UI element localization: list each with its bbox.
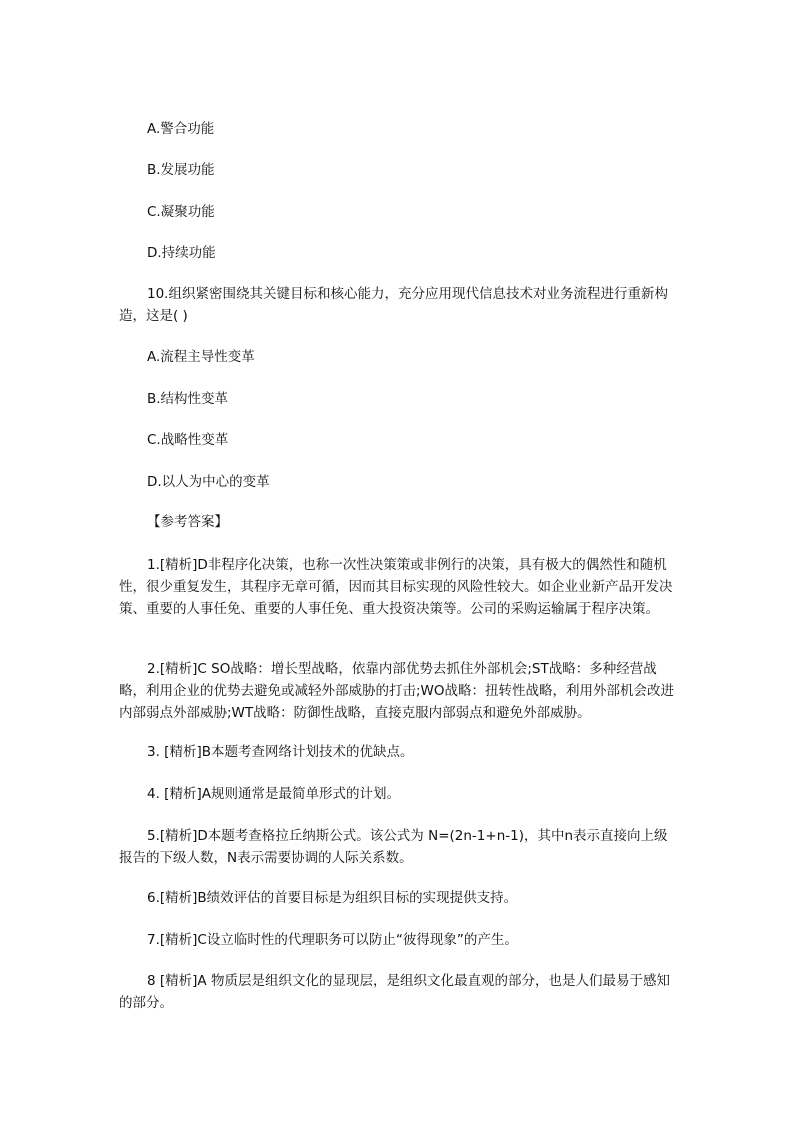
answer-5: 5.[精析]D本题考查格拉丘纳斯公式。该公式为 N=(2n-1+n-1)，其中n表示直接向上级报告的下级人数，N表示需要协调的人际关系数。 [119, 828, 668, 866]
option-q9-d: D.持续功能 [147, 245, 216, 261]
answer-2: 2.[精析]C SO战略：增长型战略，依靠内部优势去抓住外部机会;ST战略：多种经营战略，利用企业的优势去避免或减轻外部威胁的打击;WO战略：扭转性战略，利用外部机会改进内部弱点外部威胁;WT战略：防御性战略，直接克服内部弱点和避免外部威胁。 [119, 661, 675, 721]
answers-heading: 【参考答案】 [147, 514, 228, 530]
option-q9-a: A.警合功能 [147, 121, 215, 137]
option-q10-c: C.战略性变革 [147, 432, 229, 448]
option-q10-b: B.结构性变革 [147, 391, 229, 407]
option-q9-c: C.凝聚功能 [147, 204, 215, 220]
answer-7: 7.[精析]C设立临时性的代理职务可以防止“彼得现象”的产生。 [147, 932, 518, 948]
answer-1: 1.[精析]D非程序化决策，也称一次性决策策或非例行的决策，具有极大的偶然性和随机性，很少重复发生，其程序无章可循，因而其目标实现的风险性较大。如企业业新产品开发决策、重要的人事任免、重要的人事任免、重大投资决策等。公司的采购运输属于程序决策。 [119, 557, 673, 617]
option-q10-d: D.以人为中心的变革 [147, 474, 270, 490]
answer-4: 4. [精析]A规则通常是最简单形式的计划。 [147, 786, 400, 802]
answer-3: 3. [精析]B本题考查网络计划技术的优缺点。 [147, 744, 414, 760]
answer-6: 6.[精析]B绩效评估的首要目标是为组织目标的实现提供支持。 [147, 890, 518, 906]
option-q10-a: A.流程主导性变革 [147, 349, 255, 365]
answer-8: 8 [精析]A 物质层是组织文化的显现层，是组织文化最直观的部分，也是人们最易于感知的部分。 [119, 973, 670, 1011]
question-10-text: 10.组织紧密围绕其关键目标和核心能力，充分应用现代信息技术对业务流程进行重新构造，这是( ) [119, 286, 668, 324]
option-q9-b: B.发展功能 [147, 162, 215, 178]
